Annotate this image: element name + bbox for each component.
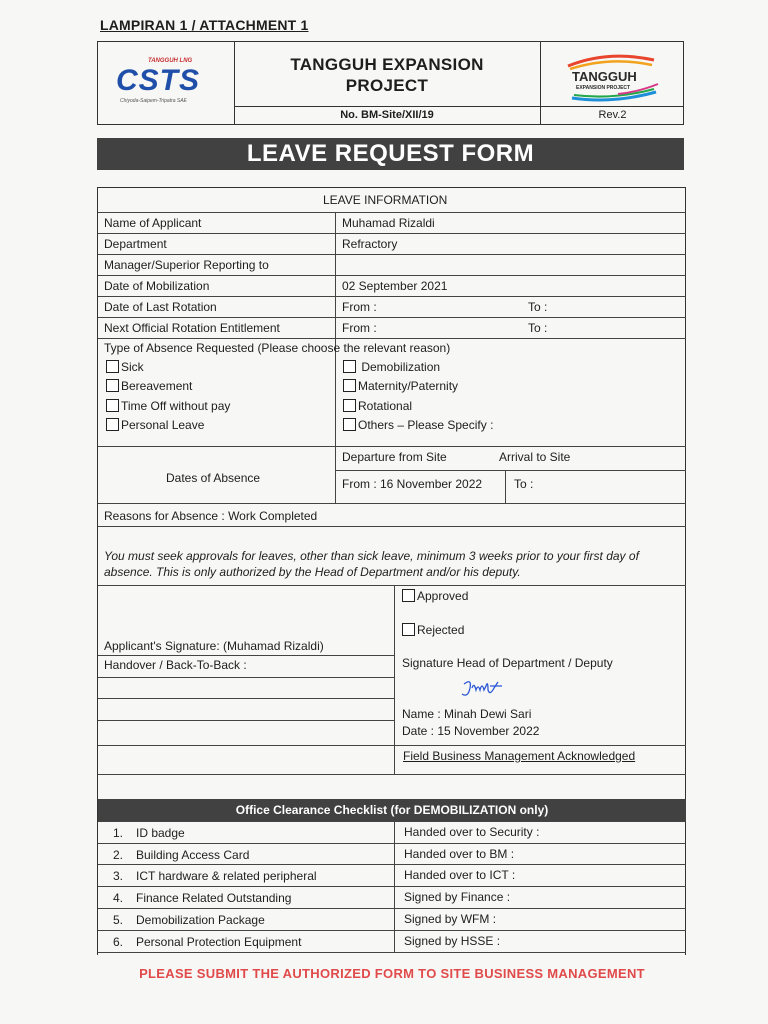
reasons-for-absence: Reasons for Absence : Work Completed [104, 509, 318, 523]
approved-option[interactable] [402, 589, 468, 603]
dates-of-absence-label: Dates of Absence [166, 471, 261, 485]
option-bereavement-label: Bereavement [121, 379, 193, 393]
fbm-acknowledged-text: Field Business Management Acknowledged [403, 749, 636, 763]
clearance-no: 6. [113, 935, 124, 949]
mobilization-label: Date of Mobilization [104, 279, 210, 293]
option-demobilization[interactable] [343, 360, 440, 374]
option-maternity[interactable] [343, 379, 458, 393]
approval-date: Date : 15 November 2022 [402, 724, 540, 738]
absence-type-heading: Type of Absence Requested (Please choose the relevant reason) [104, 341, 451, 355]
others-checkbox[interactable] [343, 418, 356, 431]
submission-footer: PLEASE SUBMIT THE AUTHORIZED FORM TO SITE BUSINESS MANAGEMENT [139, 966, 645, 981]
option-time-off-label: Time Off without pay [121, 399, 231, 413]
name-value: Muhamad Rizaldi [342, 216, 435, 230]
clearance-handed: Signed by WFM : [404, 912, 497, 926]
maternity-checkbox[interactable] [343, 379, 356, 392]
option-bereavement[interactable] [106, 379, 192, 393]
rotational-checkbox[interactable] [343, 399, 356, 412]
form-title: LEAVE REQUEST FORM [97, 138, 684, 170]
clearance-item: Demobilization Package [136, 913, 265, 927]
next-rotation-to: To : [528, 321, 548, 335]
manager-label: Manager/Superior Reporting to [104, 258, 269, 272]
last-rotation-from: From : [342, 300, 377, 314]
next-rotation-label: Next Official Rotation Entitlement [104, 321, 280, 335]
rejected-label: Rejected [417, 623, 465, 637]
clearance-item: Building Access Card [136, 848, 250, 862]
revision-label: Rev.2 [598, 109, 627, 121]
department-value: Refractory [342, 237, 398, 251]
clearance-no: 2. [113, 848, 124, 862]
option-time-off[interactable] [106, 399, 230, 413]
bereavement-checkbox[interactable] [106, 379, 119, 392]
clearance-item: Finance Related Outstanding [136, 891, 292, 905]
demobilization-checkbox[interactable] [343, 360, 356, 373]
leave-request-form [97, 187, 686, 955]
clearance-no: 5. [113, 913, 124, 927]
option-demobilization-label: Demobilization [361, 360, 441, 374]
handwritten-signature-icon [458, 676, 518, 704]
clearance-no: 1. [113, 826, 124, 840]
time-off-checkbox[interactable] [106, 399, 119, 412]
clearance-handed: Handed over to Security : [404, 825, 540, 839]
fbm-acknowledged [403, 749, 635, 763]
departure-label: Departure from Site [342, 450, 447, 464]
csts-logo-tag: TANGGUH LNG [148, 58, 193, 64]
tangguh-logo [558, 48, 668, 104]
personal-leave-checkbox[interactable] [106, 418, 119, 431]
option-maternity-label: Maternity/Paternity [358, 379, 459, 393]
clearance-handed: Signed by Finance : [404, 890, 511, 904]
departure-value: From : 16 November 2022 [342, 477, 483, 491]
option-others-label: Others – Please Specify : [358, 418, 494, 432]
approved-checkbox[interactable] [402, 589, 415, 602]
handover-label: Handover / Back-To-Back : [104, 658, 247, 672]
project-title-line2: PROJECT [345, 76, 429, 95]
rejected-checkbox[interactable] [402, 623, 415, 636]
csts-logo-text: CSTS [116, 64, 201, 97]
clearance-handed: Handed over to ICT : [404, 868, 516, 882]
clearance-item: ID badge [136, 826, 185, 840]
department-label: Department [104, 237, 167, 251]
attachment-label: LAMPIRAN 1 / ATTACHMENT 1 [100, 17, 309, 33]
option-rotational-label: Rotational [358, 399, 413, 413]
arrival-value: To : [514, 477, 534, 491]
option-sick-label: Sick [121, 360, 144, 374]
document-header [97, 41, 684, 125]
clearance-handed: Handed over to BM : [404, 847, 515, 861]
option-sick[interactable] [106, 360, 144, 374]
clearance-handed: Signed by HSSE : [404, 934, 501, 948]
mobilization-value: 02 September 2021 [342, 279, 448, 293]
approval-notice: You must seek approvals for leaves, other than sick leave, minimum 3 weeks prior to your first day of absence. This is only authorized by the Head of Department and/or his deputy. [104, 549, 639, 579]
last-rotation-label: Date of Last Rotation [104, 300, 217, 314]
sick-checkbox[interactable] [106, 360, 119, 373]
hod-signature-label: Signature Head of Department / Deputy [402, 656, 613, 670]
rejected-option[interactable] [402, 623, 464, 637]
next-rotation-from: From : [342, 321, 377, 335]
project-title-line1: TANGGUH EXPANSION [290, 55, 484, 74]
arrival-label: Arrival to Site [499, 450, 571, 464]
applicant-signature-label: Applicant's Signature: (Muhamad Rizaldi) [104, 639, 324, 653]
option-personal-leave[interactable] [106, 418, 204, 432]
csts-logo-sub: Chiyoda-Saipem-Tripatra SAE [120, 98, 187, 104]
project-title [234, 54, 540, 96]
approved-label: Approved [417, 589, 469, 603]
option-rotational[interactable] [343, 399, 412, 413]
tangguh-logo-text: TANGGUH [572, 69, 637, 84]
document-number: No. BM-Site/XII/19 [340, 109, 434, 121]
clearance-no: 3. [113, 869, 124, 883]
option-others[interactable] [343, 418, 493, 432]
clearance-no: 4. [113, 891, 124, 905]
name-label: Name of Applicant [104, 216, 202, 230]
clearance-item: ICT hardware & related peripheral [136, 869, 317, 883]
approver-name: Name : Minah Dewi Sari [402, 707, 532, 721]
tangguh-logo-sub: EXPANSION PROJECT [576, 85, 631, 91]
leave-information-heading: LEAVE INFORMATION [323, 193, 448, 207]
clearance-checklist-title: Office Clearance Checklist (for DEMOBILIZATION only) [98, 799, 686, 821]
clearance-item: Personal Protection Equipment [136, 935, 302, 949]
option-personal-leave-label: Personal Leave [121, 418, 205, 432]
csts-logo [116, 58, 201, 104]
last-rotation-to: To : [528, 300, 548, 314]
